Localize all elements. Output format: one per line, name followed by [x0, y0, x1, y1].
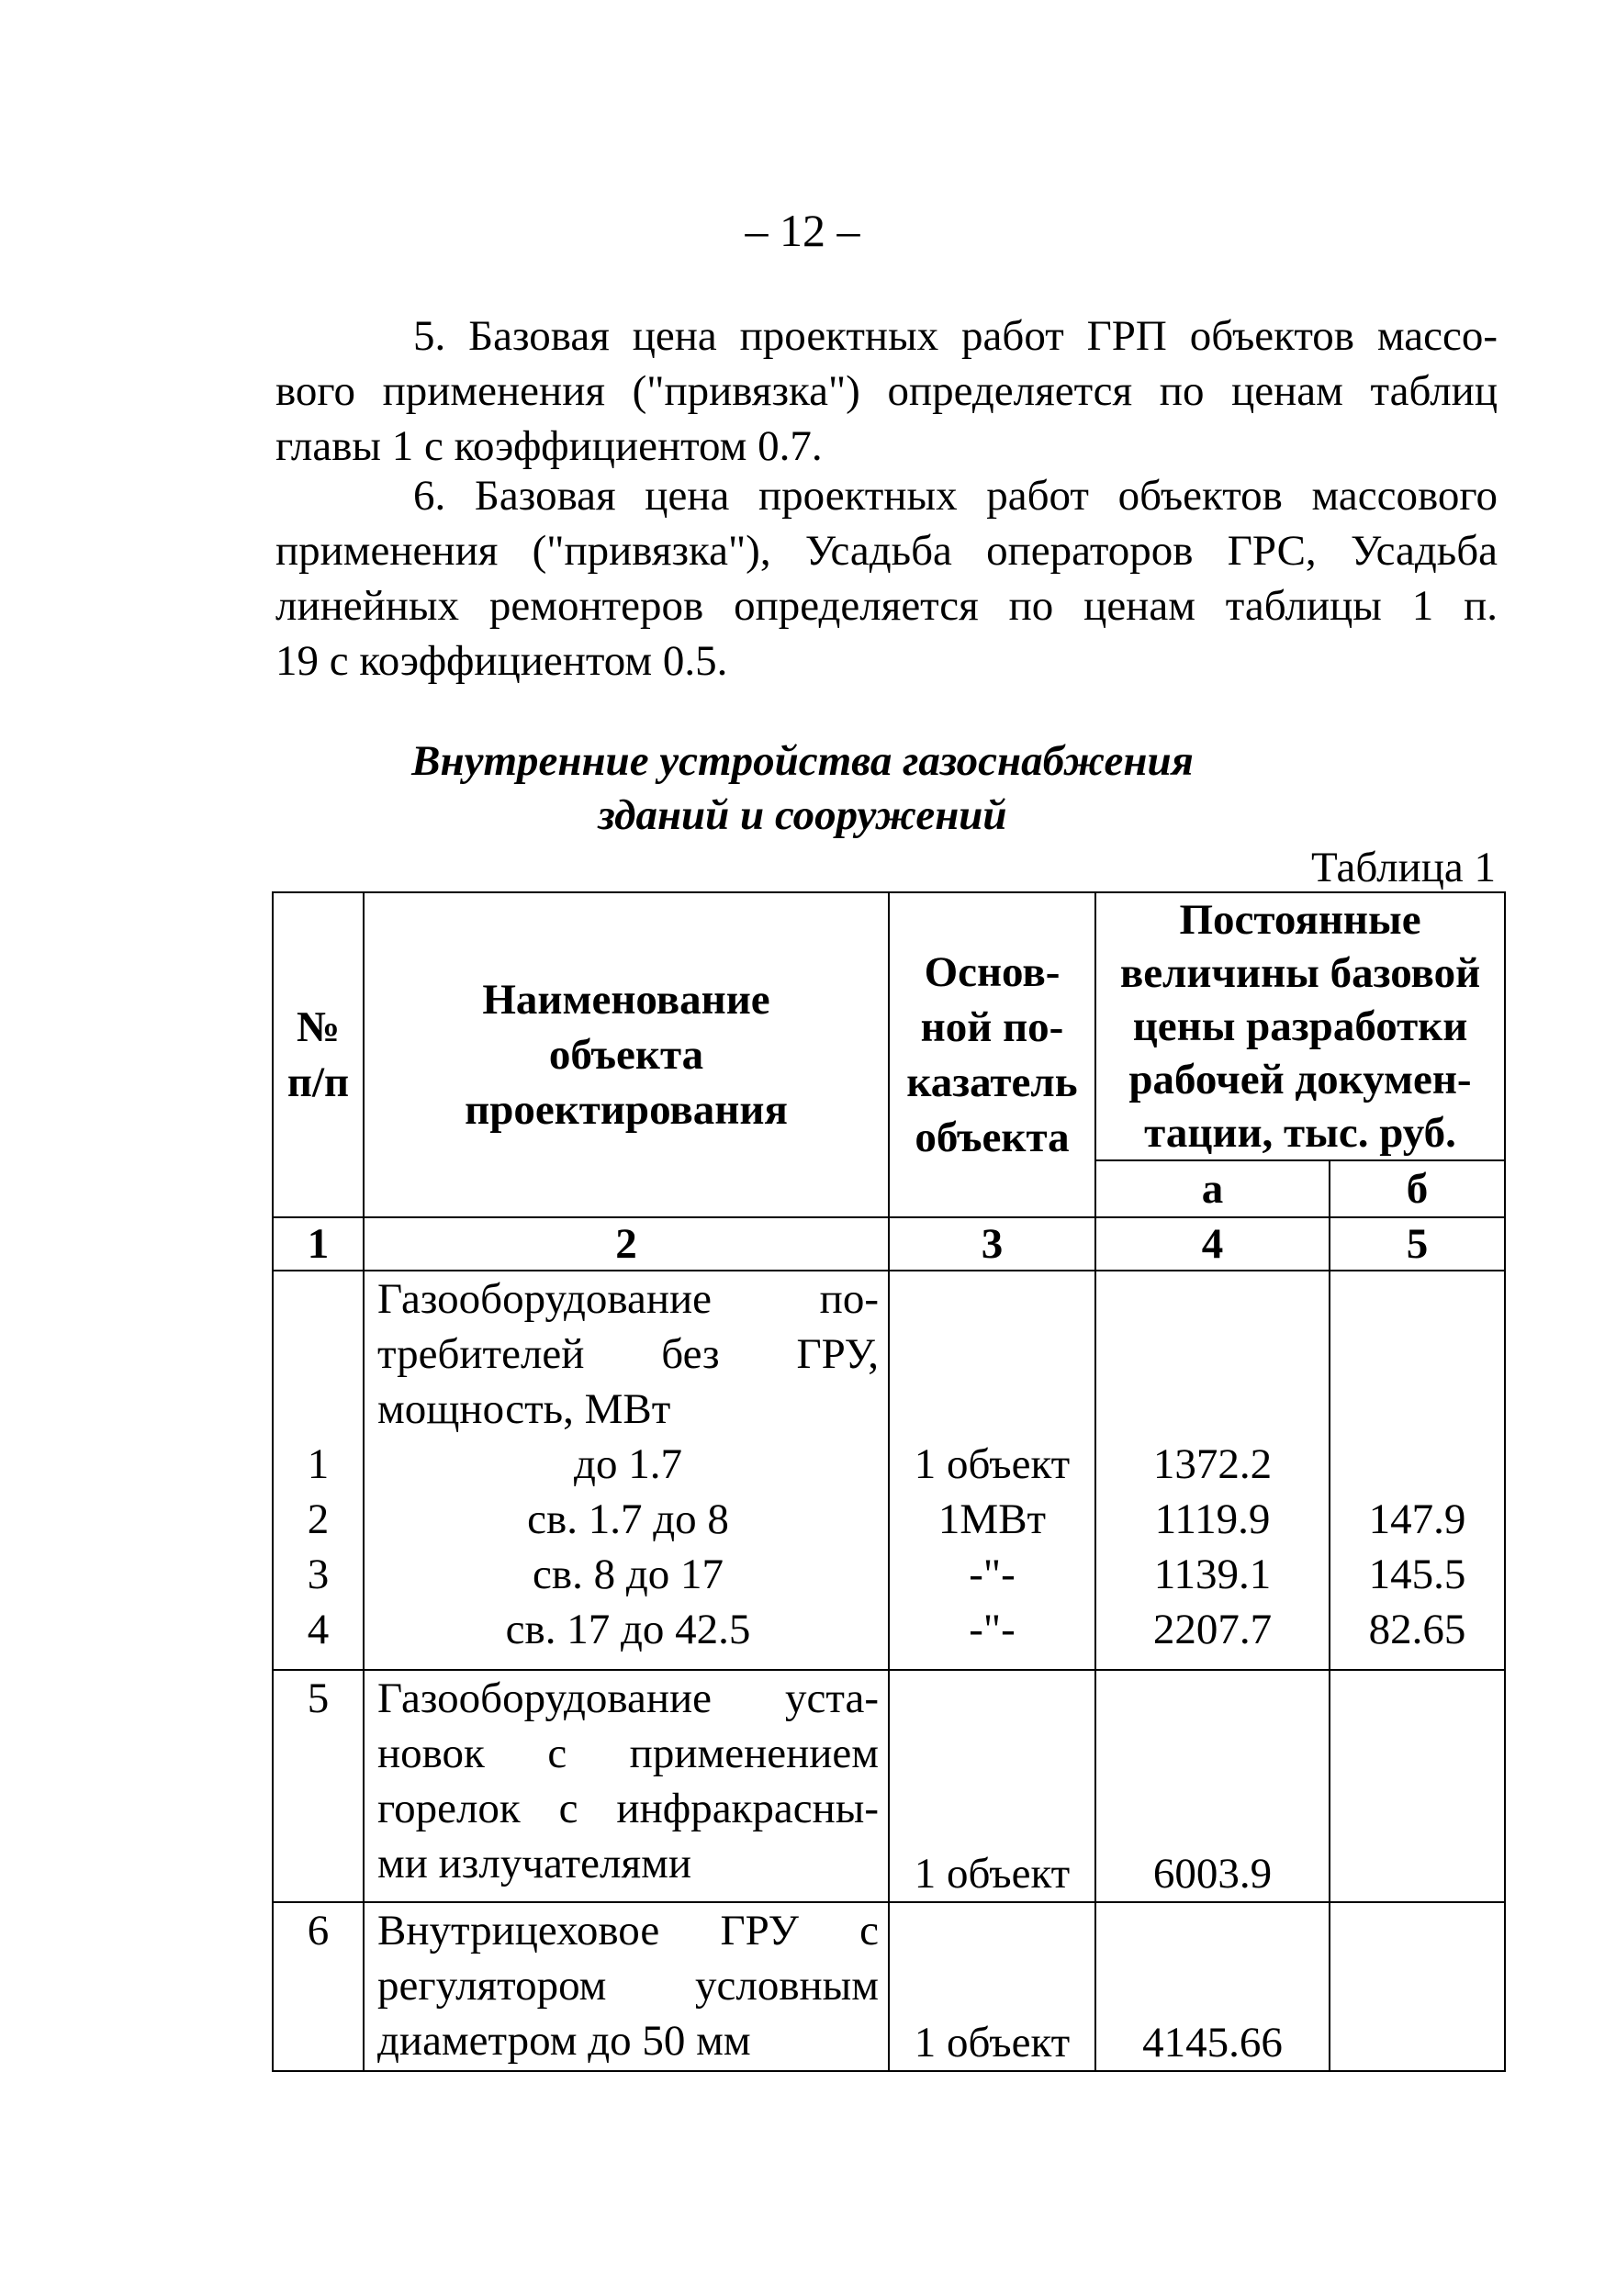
object-name-line: Газооборудование уста- — [377, 1674, 879, 1722]
row-number: 2 — [307, 1495, 330, 1543]
price-a-value: 4145.66 — [1142, 2019, 1283, 2066]
header-line: тации, тыс. руб. — [1144, 1109, 1456, 1157]
price-b-value — [1330, 1437, 1504, 1492]
row-number: 1 — [307, 1440, 330, 1488]
header-sub-a: а — [1095, 1160, 1330, 1217]
object-name-line: Внутрицеховое ГРУ с — [377, 1907, 879, 1954]
indicator-value — [890, 1271, 1094, 1327]
row5-num-cell — [273, 1670, 364, 1902]
price-b-value — [1330, 1327, 1504, 1382]
paragraph-line: 5. Базовая цена проектных работ ГРП объектов массо- — [413, 312, 1498, 360]
row6-indicator-cell — [889, 1902, 1095, 2071]
row-number: 3 — [307, 1551, 330, 1598]
price-a-value: 2207.7 — [1152, 1606, 1273, 1653]
paragraph-line: 19 с коэффициентом 0.5. — [275, 637, 728, 685]
group1-name-cell — [364, 1271, 889, 1670]
price-b-value: 147.9 — [1368, 1495, 1466, 1543]
object-name-line: мощность, МВт — [377, 1385, 671, 1433]
column-number: 1 — [273, 1217, 364, 1271]
row-number: 6 — [307, 1907, 330, 1954]
indicator-value: 1 объект — [914, 1440, 1071, 1488]
object-name-line: ми излучателями — [377, 1840, 691, 1887]
page-number: – 12 – — [745, 205, 860, 256]
header-indicator — [889, 892, 1095, 1217]
section-title-line: зданий и сооружений — [598, 791, 1007, 839]
table-label: Таблица 1 — [1310, 844, 1496, 891]
header-line: № — [296, 1003, 341, 1051]
object-name-line: регулятором условным — [377, 1962, 879, 2010]
price-a-value: 1119.9 — [1154, 1495, 1271, 1543]
row-number: 5 — [307, 1674, 330, 1722]
price-a-value: 6003.9 — [1152, 1850, 1273, 1898]
header-line: казатель — [906, 1058, 1078, 1106]
header-line: ной по- — [920, 1003, 1064, 1051]
object-name-line: св. 8 до 17 — [533, 1551, 724, 1598]
paragraph-line: главы 1 с коэффициентом 0.7. — [275, 422, 823, 470]
section-title-line: Внутренние устройства газоснабжения — [411, 737, 1194, 785]
header-sub-b: б — [1330, 1160, 1505, 1217]
row-number — [274, 1382, 363, 1437]
column-number: 2 — [364, 1217, 889, 1271]
indicator-value — [890, 1327, 1094, 1382]
row5-name-cell — [364, 1670, 889, 1902]
paragraph-line: линейных ремонтеров определяется по ценам таблицы 1 п. — [275, 582, 1498, 630]
row6-price-b-cell — [1330, 1902, 1505, 2071]
price-b-value: 145.5 — [1368, 1551, 1466, 1598]
header-line: п/п — [286, 1058, 350, 1106]
header-line: величины базовой — [1119, 949, 1481, 997]
header-num — [273, 892, 364, 1217]
row5-price-b-cell — [1330, 1670, 1505, 1902]
price-a-value: 1139.1 — [1153, 1551, 1272, 1598]
indicator-value: -"- — [969, 1551, 1016, 1598]
header-line: Основ- — [924, 948, 1061, 996]
header-line: цены разработки — [1132, 1002, 1468, 1050]
object-name-line: Газооборудование по- — [377, 1275, 879, 1323]
header-price — [1095, 892, 1505, 1160]
header-line: Наименование — [482, 976, 770, 1024]
object-name-line: до 1.7 — [574, 1440, 682, 1488]
group1-num-cell — [273, 1271, 364, 1670]
price-a-value — [1096, 1327, 1329, 1382]
paragraph-6 — [275, 468, 1498, 689]
indicator-value: 1 объект — [914, 1850, 1071, 1898]
object-name-line: горелок с инфракрасны- — [377, 1785, 879, 1832]
row6-price-a-cell — [1095, 1902, 1330, 2071]
group1-indicator-cell — [889, 1271, 1095, 1670]
object-name-line: требителей без ГРУ, — [377, 1330, 879, 1378]
indicator-value: 1 объект — [914, 2019, 1071, 2066]
header-line: объекта — [915, 1114, 1070, 1161]
price-a-value — [1096, 1271, 1329, 1327]
indicator-value: -"- — [969, 1606, 1016, 1653]
paragraph-5 — [275, 308, 1498, 474]
paragraph-line: вого применения ("привязка") определяется по ценам таблиц — [275, 367, 1498, 415]
column-number: 5 — [1330, 1217, 1505, 1271]
column-number: 4 — [1095, 1217, 1330, 1271]
header-name — [364, 892, 889, 1217]
object-name-line: новок с применением — [377, 1730, 879, 1777]
group1-price-b-cell — [1330, 1271, 1505, 1670]
price-b-value — [1330, 1382, 1504, 1437]
object-name-line: диаметром до 50 мм — [377, 2017, 751, 2065]
indicator-value: 1МВт — [937, 1495, 1047, 1543]
data-table — [272, 891, 1506, 2072]
object-name-line: св. 17 до 42.5 — [505, 1606, 751, 1653]
row5-indicator-cell — [889, 1670, 1095, 1902]
header-line: проектирования — [465, 1086, 788, 1134]
header-line: рабочей докумен- — [1128, 1056, 1472, 1103]
section-title — [0, 734, 1605, 843]
price-b-value — [1330, 1271, 1504, 1327]
row-number: 4 — [307, 1606, 330, 1653]
header-line: объекта — [548, 1031, 704, 1079]
header-line: Постоянные — [1179, 896, 1421, 944]
price-a-value — [1096, 1382, 1329, 1437]
paragraph-line: применения ("привязка"), Усадьба операторов ГРС, Усадьба — [275, 527, 1498, 575]
row-number — [274, 1271, 363, 1327]
row6-num-cell — [273, 1902, 364, 2071]
column-number: 3 — [889, 1217, 1095, 1271]
row6-name-cell — [364, 1902, 889, 2071]
row-number — [274, 1327, 363, 1382]
paragraph-line: 6. Базовая цена проектных работ объектов массового — [413, 472, 1498, 520]
price-a-value: 1372.2 — [1152, 1440, 1273, 1488]
row5-price-a-cell — [1095, 1670, 1330, 1902]
group1-price-a-cell — [1095, 1271, 1330, 1670]
indicator-value — [890, 1382, 1094, 1437]
object-name-line: св. 1.7 до 8 — [527, 1495, 729, 1543]
price-b-value: 82.65 — [1368, 1606, 1466, 1653]
